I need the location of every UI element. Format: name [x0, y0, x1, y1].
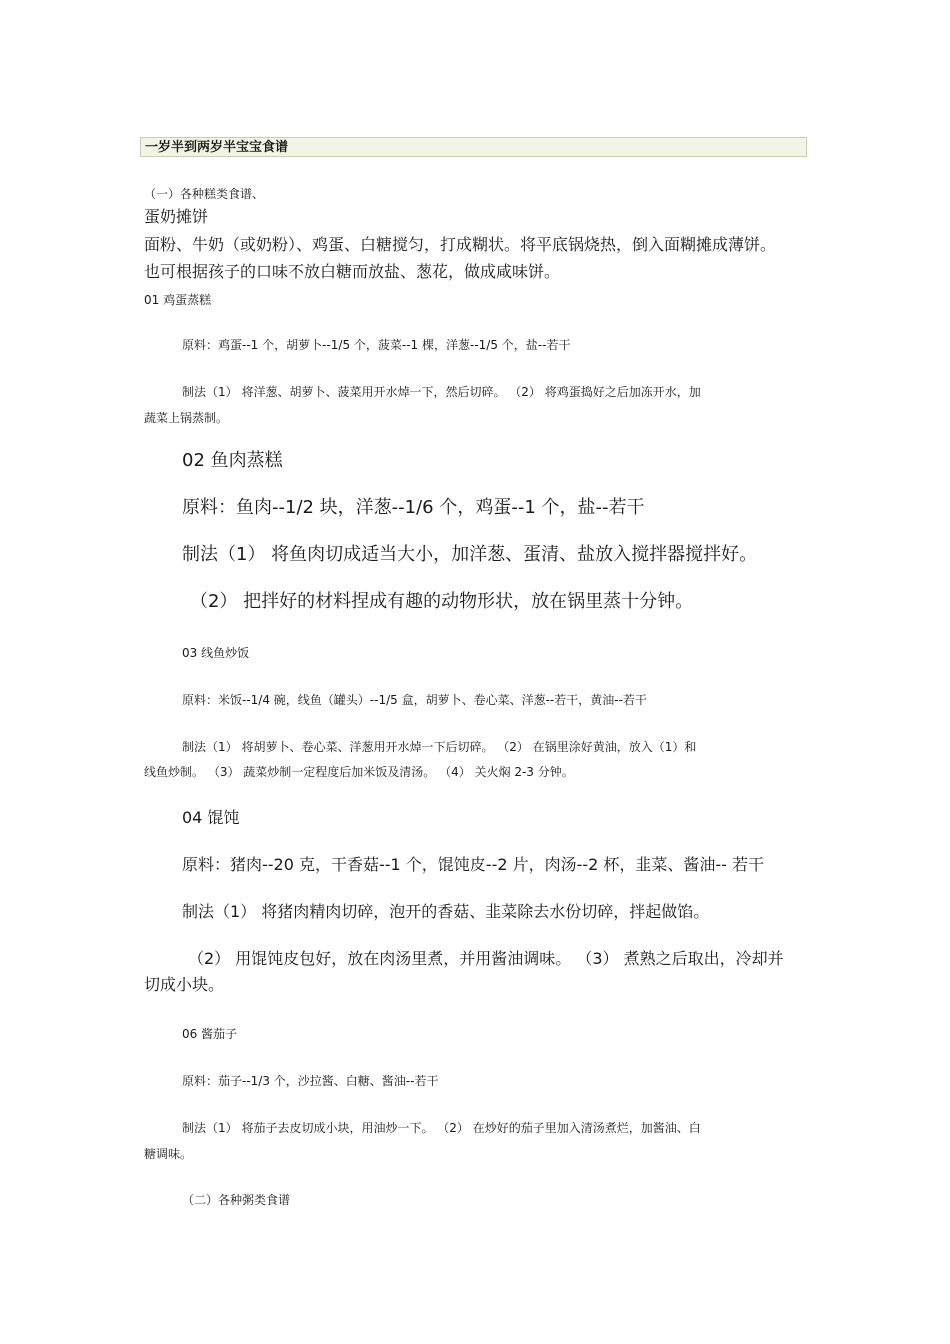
recipe-ingredients-03: 原料：米饭--1/4 碗，线鱼（罐头）--1/5 盒，胡萝卜、卷心菜、洋葱--若干，黄油--若干 [182, 693, 647, 707]
recipe-name-06: 06 酱茄子 [182, 1027, 238, 1041]
recipe-name-01: 01 鸡蛋蒸糕 [144, 293, 212, 307]
recipe-text-pancake-line2: 也可根据孩子的口味不放白糖而放盐、葱花，做成咸味饼。 [144, 262, 561, 281]
section-heading-porridge: （二）各种粥类食谱 [182, 1193, 291, 1207]
recipe-method-04-line1: 制法（1） 将猪肉精肉切碎，泡开的香菇、韭菜除去水份切碎，拌起做馅。 [182, 902, 710, 921]
document-title-bar [140, 137, 807, 157]
recipe-name-pancake: 蛋奶摊饼 [144, 207, 209, 226]
recipe-method-03-line2: 线鱼炒制。 （3） 蔬菜炒制一定程度后加米饭及清汤。 （4） 关火焖 2-3 分钟。 [144, 765, 574, 779]
document-title: 一岁半到两岁半宝宝食谱 [145, 140, 289, 155]
section-heading-cakes: （一）各种糕类食谱、 [144, 187, 265, 201]
recipe-ingredients-06: 原料：茄子--1/3 个，沙拉酱、白糖、酱油--若干 [182, 1074, 439, 1088]
recipe-name-03: 03 线鱼炒饭 [182, 646, 250, 660]
recipe-method-03-line1: 制法（1） 将胡萝卜、卷心菜、洋葱用开水焯一下后切碎。 （2） 在锅里涂好黄油，放入（1）和 [182, 740, 697, 754]
recipe-name-02: 02 鱼肉蒸糕 [182, 450, 283, 471]
recipe-text-pancake-line1: 面粉、牛奶（或奶粉）、鸡蛋、白糖搅匀，打成糊状。将平底锅烧热，倒入面糊摊成薄饼。 [144, 235, 777, 254]
recipe-method-01-line1: 制法（1） 将洋葱、胡萝卜、菠菜用开水焯一下，然后切碎。 （2） 将鸡蛋捣好之后加冻开水，加 [182, 385, 701, 399]
recipe-ingredients-02: 原料：鱼肉--1/2 块，洋葱--1/6 个，鸡蛋--1 个，盐--若干 [182, 497, 645, 518]
recipe-ingredients-01: 原料：鸡蛋--1 个，胡萝卜--1/5 个，菠菜--1 棵，洋葱--1/5 个，盐--若干 [182, 338, 571, 352]
recipe-method-04-line2: （2） 用馄饨皮包好，放在肉汤里煮，并用酱油调味。 （3） 煮熟之后取出，冷却并 [188, 949, 784, 968]
recipe-method-06-line1: 制法（1） 将茄子去皮切成小块，用油炒一下。 （2） 在炒好的茄子里加入清汤煮烂，加酱油、白 [182, 1121, 701, 1135]
recipe-method-04-line3: 切成小块。 [144, 975, 225, 994]
recipe-ingredients-04: 原料：猪肉--20 克，干香菇--1 个，馄饨皮--2 片，肉汤--2 杯，韭菜、酱油-- 若干 [182, 855, 765, 874]
recipe-method-01-line2: 蔬菜上锅蒸制。 [144, 411, 229, 425]
recipe-method-02-line1: 制法（1） 将鱼肉切成适当大小，加洋葱、蛋清、盐放入搅拌器搅拌好。 [182, 544, 758, 565]
recipe-method-02-line2: （2） 把拌好的材料捏成有趣的动物形状，放在锅里蒸十分钟。 [190, 591, 694, 612]
recipe-method-06-line2: 糖调味。 [144, 1147, 193, 1161]
recipe-name-04: 04 馄饨 [182, 808, 240, 827]
